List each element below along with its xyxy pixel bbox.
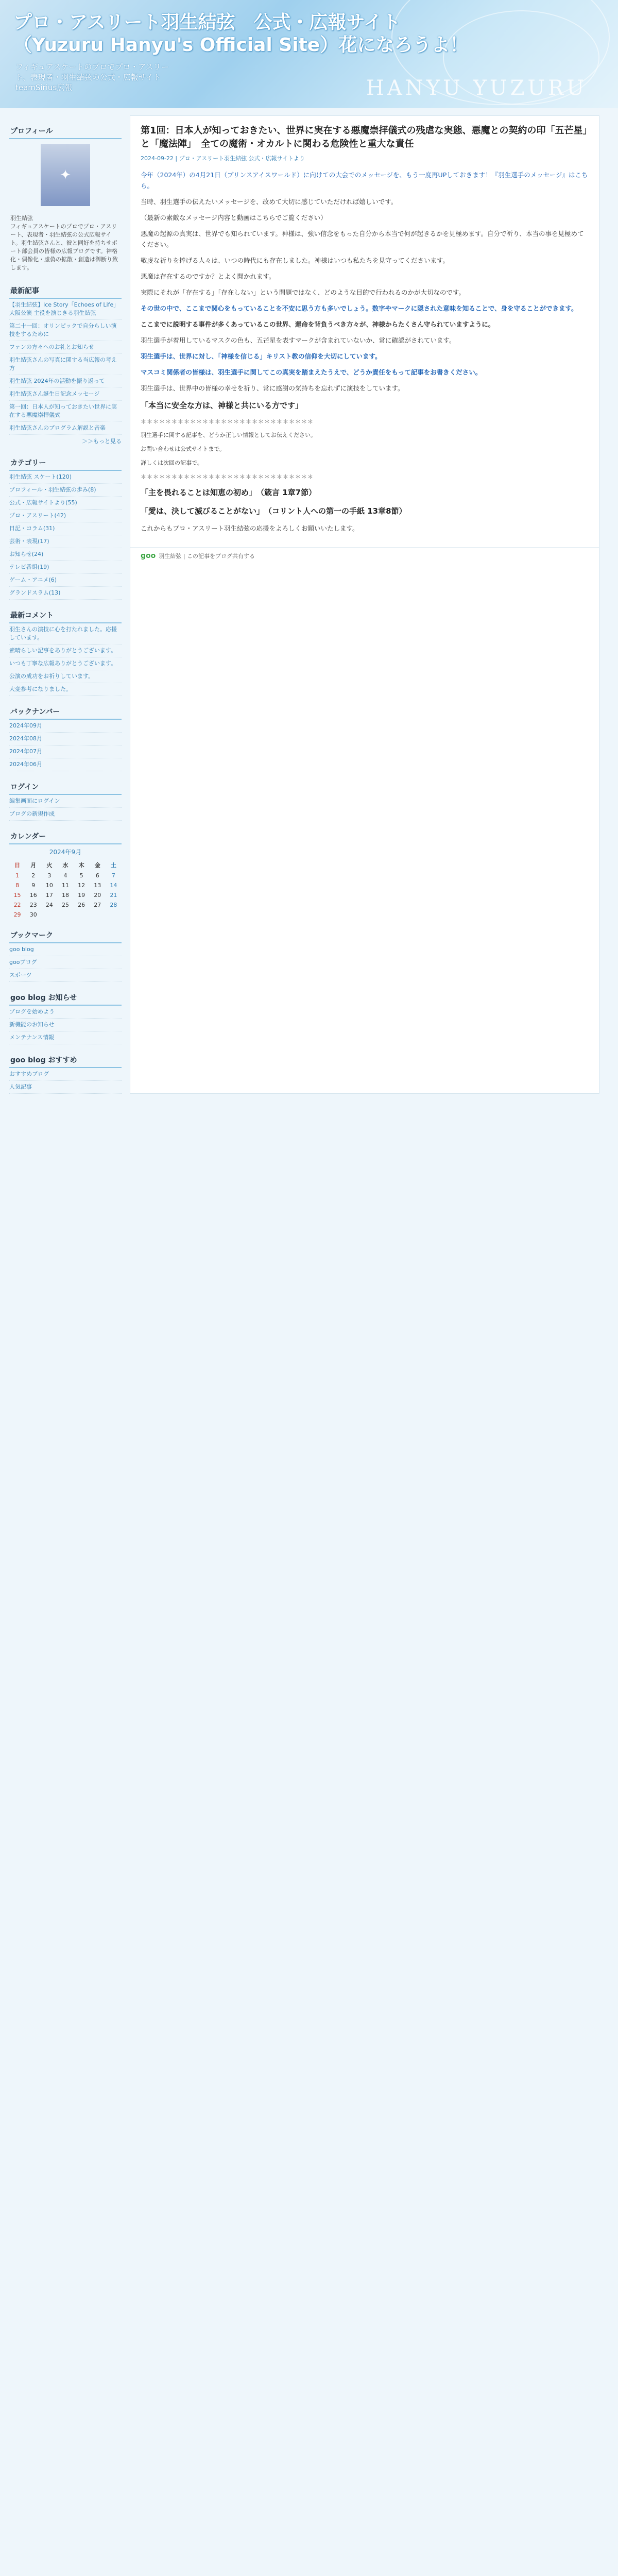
login-heading: ログイン (9, 779, 122, 795)
calendar (9, 859, 122, 920)
post-paragraph: 羽生選手は、世界に対し、「神様を信じる」キリスト教の信仰を大切にしています。 (141, 352, 382, 360)
site-title[interactable]: プロ・アスリート羽生結弦 公式・広報サイト（Yuzuru Hanyu's Official Site）花になろうよ！ (13, 12, 469, 56)
recent-item[interactable]: 羽生結弦さん誕生日記念メッセージ (9, 388, 122, 401)
recent-item[interactable]: 羽生結弦 2024年の活動を振り返って (9, 375, 122, 388)
comment-item[interactable]: 公演の成功をお祈りしています。 (9, 670, 122, 683)
goo-service-heading: goo blog おすすめ (9, 1053, 122, 1068)
post-paragraph: ここまでに説明する事件が多くあっているこの世界、運命を背負うべき方々が、神様からたくさん守られていますように。 (141, 320, 495, 328)
calendar-day[interactable]: 24 (45, 902, 53, 908)
brand-watermark: HANYU YUZURU (366, 76, 587, 100)
calendar-day[interactable]: 3 (47, 872, 52, 879)
comments-list (9, 623, 122, 696)
post-paragraph: マスコミ関係者の皆様は、羽生選手に関してこの真実を踏まえたうえで、どうか責任をもって記事をお書きください。 (141, 368, 482, 376)
calendar-day[interactable]: 6 (95, 872, 99, 879)
calendar-day[interactable]: 18 (61, 892, 69, 899)
goo-info-heading: goo blog お知らせ (9, 990, 122, 1006)
calendar-day[interactable]: 22 (13, 902, 21, 908)
comments-heading: 最新コメント (9, 608, 122, 623)
post-paragraph: （最新の素敵なメッセージ内容と動画はこちらでご覧ください） (141, 214, 327, 222)
login-link[interactable]: 編集画面にログイン (9, 795, 122, 808)
calendar-day[interactable]: 23 (29, 902, 37, 908)
sidebar (9, 115, 122, 1094)
post-paragraph: 羽生選手が着用しているマスクの色も、五芒星を表すマークが含まれていないか、常に確認がされています。 (141, 336, 456, 344)
post-paragraph: 悪魔の起源の真実は、世界でも知られています。神様は、強い信念をもった自分から本当で何が起きるかを見極めます。自分で祈り、本当の事を見極めてください。 (141, 230, 584, 248)
backnumber-heading: バックナンバー (9, 704, 122, 720)
post-paragraph: 当時、羽生選手の伝えたいメッセージを、改めて大切に感じていただければ嬉しいです。 (141, 198, 398, 206)
category-item[interactable]: 公式・広報サイトより(55) (9, 497, 122, 510)
calendar-day[interactable]: 19 (78, 892, 85, 899)
calendar-day[interactable]: 1 (15, 872, 20, 879)
category-item[interactable]: テレビ番組(19) (9, 561, 122, 574)
bookmark-item[interactable]: goo blog (9, 943, 122, 956)
calendar-day-header: 月 (30, 862, 37, 869)
calendar-day[interactable]: 10 (45, 882, 53, 889)
goo-service-list (9, 1068, 122, 1094)
goo-logo[interactable]: goo (141, 552, 156, 560)
calendar-day (90, 910, 106, 920)
main-content (130, 115, 599, 1094)
calendar-day[interactable]: 17 (45, 892, 53, 899)
footer-paragraph: 詳しくは次回の記事で。 (141, 460, 203, 466)
calendar-day[interactable]: 25 (61, 902, 69, 908)
bookmark-item[interactable]: gooブログ (9, 956, 122, 969)
closing-text: これからもプロ・アスリート羽生結弦の応援をよろしくお願いいたします。 (141, 524, 359, 532)
calendar-day[interactable]: 28 (110, 902, 117, 908)
comment-item[interactable]: 羽生さんの演技に心を打たれました。応援しています。 (9, 623, 122, 645)
post-paragraph: 「本当に安全な方は、神様と共にいる方です」 (141, 401, 303, 410)
bookmark-list (9, 943, 122, 982)
more-link[interactable]: ＞＞もっと見る (82, 438, 122, 445)
calendar-day-header: 木 (78, 862, 84, 869)
site-description: フィギュアスケートのプロでプロ・アスリート、表現者・羽生結弦の公式・広報サイト teamSirius広報 (15, 62, 169, 92)
post-body (141, 170, 589, 412)
calendar-day (106, 910, 122, 920)
calendar-heading: カレンダー (9, 829, 122, 844)
calendar-day[interactable]: 15 (13, 892, 21, 899)
goo-info-list (9, 1006, 122, 1044)
footer-paragraph: お問い合わせは公式サイトまで。 (141, 446, 226, 452)
calendar-day[interactable]: 11 (61, 882, 69, 889)
calendar-day-header: 火 (46, 862, 53, 869)
calendar-day[interactable]: 30 (29, 911, 37, 918)
calendar-day-header: 金 (94, 862, 100, 869)
share-text[interactable]: 羽生結弦 | この記事をブログ共有する (159, 553, 255, 560)
calendar-day[interactable]: 20 (94, 892, 101, 899)
calendar-day[interactable]: 13 (94, 882, 101, 889)
calendar-day[interactable]: 14 (110, 882, 117, 889)
recent-item[interactable]: 第一回：日本人が知っておきたい世界に実在する悪魔崇拝儀式 (9, 401, 122, 422)
goo-info-item[interactable]: メンテナンス情報 (9, 1031, 122, 1044)
post-paragraph: 実際にそれが「存在する」「存在しない」という問題ではなく、どのような目的で行われるのかが大切なのです。 (141, 289, 466, 296)
calendar-day-header: 土 (110, 862, 116, 869)
recent-item[interactable]: 第二十一回：オリンピックで自分らしい演技をするために (9, 320, 122, 341)
calendar-month: 2024年9月 (49, 849, 82, 856)
calendar-day[interactable]: 7 (111, 872, 115, 879)
post-paragraph: 今年（2024年）の4月21日（ブリンスアイスワールド）に向けての大会でのメッセージを、もう一度再UPしておきます！『羽生選手のメッセージ』はこちら。 (141, 171, 588, 190)
post-paragraph: 敬虔な祈りを捧げる人々は、いつの時代にも存在しました。神様はいつも私たちを見守ってくださいます。 (141, 257, 450, 264)
recent-item[interactable]: ファンの方々へのお礼とお知らせ (9, 341, 122, 354)
calendar-day[interactable]: 4 (63, 872, 67, 879)
post-title[interactable]: 第1回：日本人が知っておきたい、世界に実在する悪魔崇拝儀式の残虐な実態、悪魔との契約の印「五芒星」と「魔法陣」 全ての魔術・オカルトに関わる危険性と重大な責任 (141, 125, 588, 149)
post-paragraph: 羽生選手は、世界中の皆様の幸せを祈り、常に感謝の気持ちを忘れずに演技をしています。 (141, 384, 404, 392)
calendar-day-header: 日 (14, 862, 21, 869)
goo-service-item[interactable]: 人気記事 (9, 1081, 122, 1094)
calendar-day[interactable]: 27 (94, 902, 101, 908)
goo-info-item[interactable]: 新機能のお知らせ (9, 1019, 122, 1031)
category-item[interactable]: 日記・コラム(31) (9, 522, 122, 535)
comment-item[interactable]: 大変参考になりました。 (9, 683, 122, 696)
recent-item[interactable]: 羽生結弦さんの写真に関する当広報の考え方 (9, 354, 122, 375)
category-item[interactable]: 芸術・表現(17) (9, 535, 122, 548)
calendar-day[interactable]: 12 (78, 882, 85, 889)
calendar-day[interactable]: 8 (15, 882, 20, 889)
profile-text: 羽生結弦 フィギュアスケートのプロでプロ・アスリート、表現者・羽生結弦の公式広報サイト。羽生結弦さんと、彼と同好を持ちサポート部会員の皆様の広報ブログです。神格化・偶像化・虚偽の拡散・創造は御断り致します。 (10, 215, 118, 271)
blog-post (130, 116, 599, 547)
recent-item[interactable]: 羽生結弦さんのプログラム解説と音楽 (9, 422, 122, 435)
goo-info-item[interactable]: ブログを始めよう (9, 1006, 122, 1019)
post-meta[interactable]: 2024-09-22 | プロ・アスリート羽生結弦 公式・広報サイトより (141, 155, 305, 162)
recent-heading: 最新記事 (9, 283, 122, 299)
new-blog-link[interactable]: ブログの新規作成 (9, 808, 122, 821)
bookmark-heading: ブックマーク (9, 928, 122, 943)
calendar-day[interactable]: 2 (31, 872, 36, 879)
category-item[interactable]: プロフィール・羽生結弦の歩み(8) (9, 484, 122, 497)
post-paragraph: その世の中で、ここまで関心をもっていることを不安に思う方も多いでしょう。数字やマークに隠された意味を知ることで、身を守ることができます。 (141, 304, 578, 312)
calendar-day-header: 水 (62, 862, 68, 869)
profile-image: ✦ (41, 144, 90, 206)
calendar-day[interactable]: 26 (78, 902, 85, 908)
calendar-day[interactable]: 16 (29, 892, 37, 899)
backnumber-item[interactable]: 2024年09月 (9, 720, 122, 733)
bookmark-item[interactable]: スポーツ (9, 969, 122, 982)
calendar-day[interactable]: 5 (79, 872, 83, 879)
post-paragraph: 悪魔は存在するのですか？とよく聞かれます。 (141, 273, 276, 280)
category-heading: カテゴリー (9, 455, 122, 471)
recent-item[interactable]: 【羽生結弦】Ice Story「Echoes of Life」大阪公演 主役を演じきる羽生結弦 (9, 299, 122, 320)
backnumber-item[interactable]: 2024年08月 (9, 733, 122, 745)
calendar-day[interactable]: 21 (110, 892, 117, 899)
comment-item[interactable]: 素晴らしい記事をありがとうございます。 (9, 645, 122, 657)
share-bar (130, 547, 599, 564)
backnumber-item[interactable]: 2024年07月 (9, 745, 122, 758)
login-list (9, 795, 122, 821)
calendar-day (57, 910, 73, 920)
separator: ＊＊＊＊＊＊＊＊＊＊＊＊＊＊＊＊＊＊＊＊＊＊＊＊＊＊＊＊ (141, 473, 314, 480)
goo-service-item[interactable]: おすすめブログ (9, 1068, 122, 1081)
bible-quote: 「愛は、決して滅びることがない」 （コリント人への第一の手紙 13章8節） (141, 506, 407, 516)
backnumber-item[interactable]: 2024年06月 (9, 758, 122, 771)
calendar-day[interactable]: 29 (13, 911, 21, 918)
recent-list (9, 299, 122, 435)
calendar-day (74, 910, 90, 920)
category-item[interactable]: 羽生結弦 スケート(120) (9, 471, 122, 484)
calendar-day (41, 910, 57, 920)
backnumber-list (9, 720, 122, 771)
category-item[interactable]: ゲーム・アニメ(6) (9, 574, 122, 587)
footer-paragraph: 羽生選手に関する記事を、どうか正しい情報としてお伝えください。 (141, 432, 316, 438)
bible-quote: 「主を畏れることは知恵の初め」 （箴言 1章7節） (141, 488, 317, 497)
category-item[interactable]: お知らせ(24) (9, 548, 122, 561)
site-header (0, 0, 618, 108)
calendar-day[interactable]: 9 (31, 882, 36, 889)
category-item[interactable]: グランドスラム(13) (9, 587, 122, 600)
category-list (9, 471, 122, 600)
profile-heading: プロフィール (9, 124, 122, 139)
comment-item[interactable]: いつも丁寧な広報ありがとうございます。 (9, 657, 122, 670)
separator: ＊＊＊＊＊＊＊＊＊＊＊＊＊＊＊＊＊＊＊＊＊＊＊＊＊＊＊＊ (141, 418, 314, 425)
category-item[interactable]: プロ・アスリート(42) (9, 510, 122, 522)
